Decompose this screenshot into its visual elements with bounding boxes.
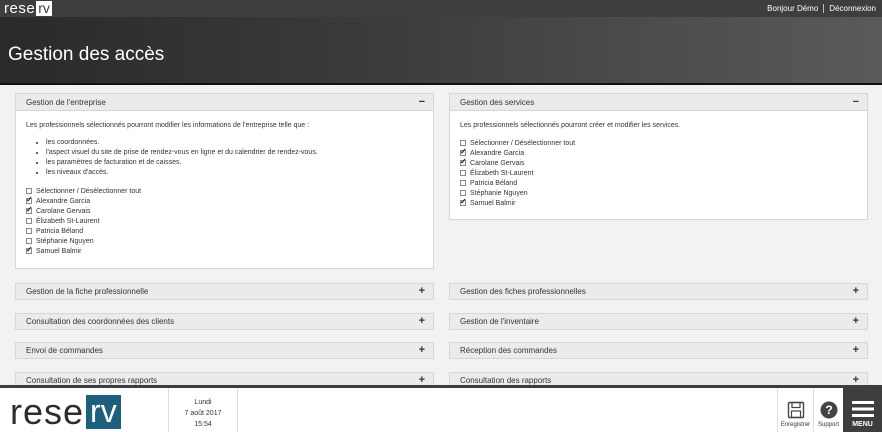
panel-services-header[interactable] (450, 94, 867, 111)
panel-title: Gestion des fiches professionnelles (460, 287, 586, 296)
panel-intro: Les professionnels sélectionnés pourront modifier les informations de l'entreprise telle que : (26, 122, 310, 129)
date-label: 7 août 2017 (184, 410, 222, 417)
day-label: Lundi (194, 399, 212, 406)
person-row[interactable] (26, 236, 423, 246)
person-name: Patricia Béland (36, 227, 84, 235)
person-row[interactable] (26, 216, 423, 226)
checkbox[interactable] (26, 228, 32, 234)
panel-header[interactable] (16, 314, 433, 329)
person-name: Élizabeth St-Laurent (36, 217, 100, 225)
panel-inventaire[interactable] (449, 313, 868, 330)
panel-title: Consultation des rapports (460, 376, 552, 385)
expand-icon[interactable]: + (852, 344, 859, 356)
collapse-icon[interactable]: − (418, 95, 425, 108)
person-name: Patricia Béland (470, 179, 518, 187)
date-display (168, 388, 238, 432)
person-row[interactable] (26, 206, 423, 216)
checkbox[interactable] (460, 150, 466, 156)
panel-reception-commandes[interactable] (449, 342, 868, 359)
list-item: • les niveaux d'accès. (46, 168, 423, 178)
panel-entreprise-body (16, 111, 433, 264)
person-row[interactable] (26, 246, 423, 256)
logo-box: rv (38, 0, 50, 16)
panel-header[interactable] (450, 343, 867, 358)
menu-button[interactable] (843, 385, 882, 432)
person-row[interactable] (460, 158, 857, 168)
list-item: • les paramètres de facturation et de caisses. (46, 158, 423, 168)
person-row[interactable] (460, 168, 857, 178)
logo-box: rv (86, 395, 121, 429)
logo[interactable] (0, 0, 52, 17)
checkbox[interactable] (460, 140, 466, 146)
person-name: Carolane Gervais (470, 159, 525, 167)
person-name: Stéphanie Nguyen (470, 189, 528, 197)
panel-title: Gestion des services (460, 97, 535, 107)
panel-header[interactable] (450, 314, 867, 329)
panel-entreprise (15, 93, 434, 269)
person-name: Stéphanie Nguyen (36, 237, 94, 245)
panel-header[interactable] (450, 284, 867, 299)
checkbox[interactable] (26, 208, 32, 214)
help-icon (820, 401, 838, 419)
select-all-row[interactable] (26, 186, 423, 196)
greeting-link[interactable]: Bonjour Démo (767, 4, 819, 13)
bottom-logo[interactable] (10, 391, 121, 432)
logo-text: rese (10, 391, 85, 432)
person-name: Alexandre Garcia (36, 197, 91, 205)
panel-title: Consultation de ses propres rapports (26, 376, 158, 385)
person-row[interactable] (26, 196, 423, 206)
panel-header[interactable] (450, 373, 867, 385)
divider (823, 4, 824, 13)
logo-text: rese (4, 0, 36, 17)
person-name: Alexandre Garcia (470, 149, 525, 157)
checkbox[interactable] (26, 198, 32, 204)
person-name: Carolane Gervais (36, 207, 91, 215)
save-button[interactable] (777, 388, 813, 432)
panel-title: Gestion de l'inventaire (460, 317, 539, 326)
person-name: Samuel Balmir (36, 247, 82, 255)
page-title: Gestion des accès (8, 44, 165, 65)
person-row[interactable] (460, 148, 857, 158)
checkbox-label: Sélectionner / Désélectionner tout (470, 139, 576, 147)
logout-link[interactable]: Déconnexion (829, 4, 876, 13)
panel-intro: Les professionnels sélectionnés pourront créer et modifier les services. (460, 122, 681, 129)
main-content (0, 85, 882, 385)
panel-title: Gestion de l'entreprise (26, 97, 106, 107)
expand-icon[interactable]: + (852, 285, 859, 297)
person-row[interactable] (460, 188, 857, 198)
panel-title: Réception des commandes (460, 346, 557, 355)
bottom-bar (0, 385, 882, 432)
menu-icon (852, 400, 874, 418)
support-label: Support (817, 422, 839, 428)
expand-icon[interactable]: + (418, 344, 425, 356)
person-row[interactable] (26, 226, 423, 236)
checkbox[interactable] (26, 238, 32, 244)
save-icon (787, 401, 805, 419)
panel-fiche-professionnelle[interactable] (15, 283, 434, 300)
top-bar (0, 0, 882, 17)
expand-icon[interactable]: + (418, 285, 425, 297)
collapse-icon[interactable]: − (852, 95, 859, 108)
support-button[interactable] (813, 388, 843, 432)
checkbox-label: Sélectionner / Désélectionner tout (36, 187, 142, 195)
checkbox[interactable] (26, 248, 32, 254)
expand-icon[interactable]: + (418, 374, 425, 385)
select-all-row[interactable] (460, 138, 857, 148)
panel-entreprise-header[interactable] (16, 94, 433, 111)
panel-header[interactable] (16, 343, 433, 358)
list-item: • les coordonnées. (46, 138, 423, 148)
panel-coordonnees-clients[interactable] (15, 313, 434, 330)
person-name: Élizabeth St-Laurent (470, 169, 534, 177)
panel-propres-rapports[interactable] (15, 372, 434, 385)
panel-title: Envoi de commandes (26, 346, 103, 355)
checkbox[interactable] (460, 180, 466, 186)
panel-services-body (450, 111, 867, 216)
checkbox[interactable] (460, 190, 466, 196)
panel-header[interactable] (16, 373, 433, 385)
panel-title: Gestion de la fiche professionnelle (26, 287, 149, 296)
top-links (767, 4, 882, 13)
checkbox[interactable] (26, 188, 32, 194)
panel-envoi-commandes[interactable] (15, 342, 434, 359)
bullet-list (46, 138, 423, 178)
panel-services (449, 93, 868, 220)
person-row[interactable] (460, 178, 857, 188)
menu-label: MENU (852, 421, 873, 428)
page-header (0, 17, 882, 83)
panel-rapports[interactable] (449, 372, 868, 385)
checkbox[interactable] (460, 160, 466, 166)
panel-fiches-professionnelles[interactable] (449, 283, 868, 300)
svg-text:?: ? (824, 403, 833, 417)
person-name: Samuel Balmir (470, 199, 516, 207)
checkbox[interactable] (26, 218, 32, 224)
checkbox[interactable] (460, 200, 466, 206)
panel-title: Consultation des coordonnées des clients (26, 317, 175, 326)
expand-icon[interactable]: + (852, 374, 859, 385)
time-label: 15:54 (194, 421, 212, 428)
person-row[interactable] (460, 198, 857, 208)
expand-icon[interactable]: + (852, 315, 859, 327)
panel-header[interactable] (16, 284, 433, 299)
expand-icon[interactable]: + (418, 315, 425, 327)
save-label: Enregistrer (780, 422, 811, 428)
checkbox[interactable] (460, 170, 466, 176)
list-item: • l'aspect visuel du site de prise de rendez-vous en ligne et du calendrier de rendez-vous. (46, 148, 423, 158)
